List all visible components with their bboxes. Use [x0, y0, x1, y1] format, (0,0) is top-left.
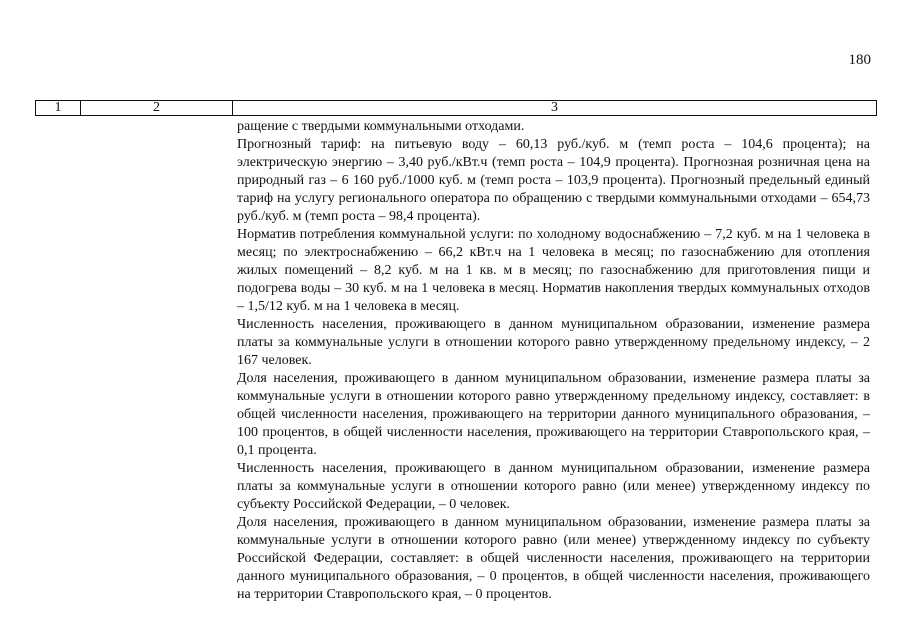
paragraph-population-share-regional: Доля населения, проживающего в данном муниципальном образовании, изменение размера платы за коммунальные услуги в отношении которого равно (или менее) утвержденному индексу по субъекту Российской Федерации, составляет: в общей численности населения, проживающего на территории данного муниципального образования, – 0 процентов, в общей численности населения, проживающего на территории Ставропольского края, – 0 процентов. [237, 515, 870, 602]
column-header-1: 1 [36, 101, 81, 116]
paragraph-population-count-regional: Численность населения, проживающего в данном муниципальном образовании, изменение размера платы за коммунальные услуги в отношении которого равно (или менее) утвержденному индексу по субъекту Российской Федерации, – 0 человек. [237, 461, 870, 512]
paragraph-population-share: Доля населения, проживающего в данном муниципальном образовании, изменение размера платы за коммунальные услуги в отношении которого равно утвержденному предельному индексу, составляет: в общей численности населения, проживающего на территории данного муниципального образования, – 100 процентов, в общей численности населения, проживающего на территории Ставропольского края, – 0,1 процента. [237, 371, 870, 458]
column-header-3: 3 [233, 101, 877, 116]
paragraph-population-count: Численность населения, проживающего в данном муниципальном образовании, изменение размера платы за коммунальные услуги в отношении которого равно утвержденному предельному индексу, – 2 167 человек. [237, 317, 870, 368]
paragraph-continuation: ращение с твердыми коммунальными отходами. [237, 119, 525, 134]
column-header-2: 2 [81, 101, 233, 116]
paragraph-forecast-tariff: Прогнозный тариф: на питьевую воду – 60,13 руб./куб. м (темп роста – 104,6 процента); на электрическую энергию – 3,40 руб./кВт.ч (темп роста – 104,9 процента). Прогнозная розничная цена на природный газ – 6 160 руб./1000 куб. м (темп роста – 103,9 процента). Прогнозный предельный единый тариф на услугу регионального оператора по обращению с твердыми коммунальными отходами – 654,73 руб./куб. м (темп роста – 98,4 процента). [237, 137, 870, 224]
page-number: 180 [848, 52, 871, 68]
column-header-row [36, 101, 877, 116]
document-body [237, 118, 870, 604]
paragraph-consumption-norm: Норматив потребления коммунальной услуги: по холодному водоснабжению – 7,2 куб. м на 1 человека в месяц; по электроснабжению – 66,2 кВт.ч на 1 человека в месяц; по газоснабжению для отопления жилых помещений – 8,2 куб. м на 1 кв. м в месяц; по газоснабжению для приготовления пищи и подогрева воды – 30 куб. м на 1 человека в месяц. Норматив накопления твердых коммунальных отходов – 1,5/12 куб. м на 1 человека в месяц. [237, 227, 870, 314]
column-header-table [35, 100, 877, 116]
